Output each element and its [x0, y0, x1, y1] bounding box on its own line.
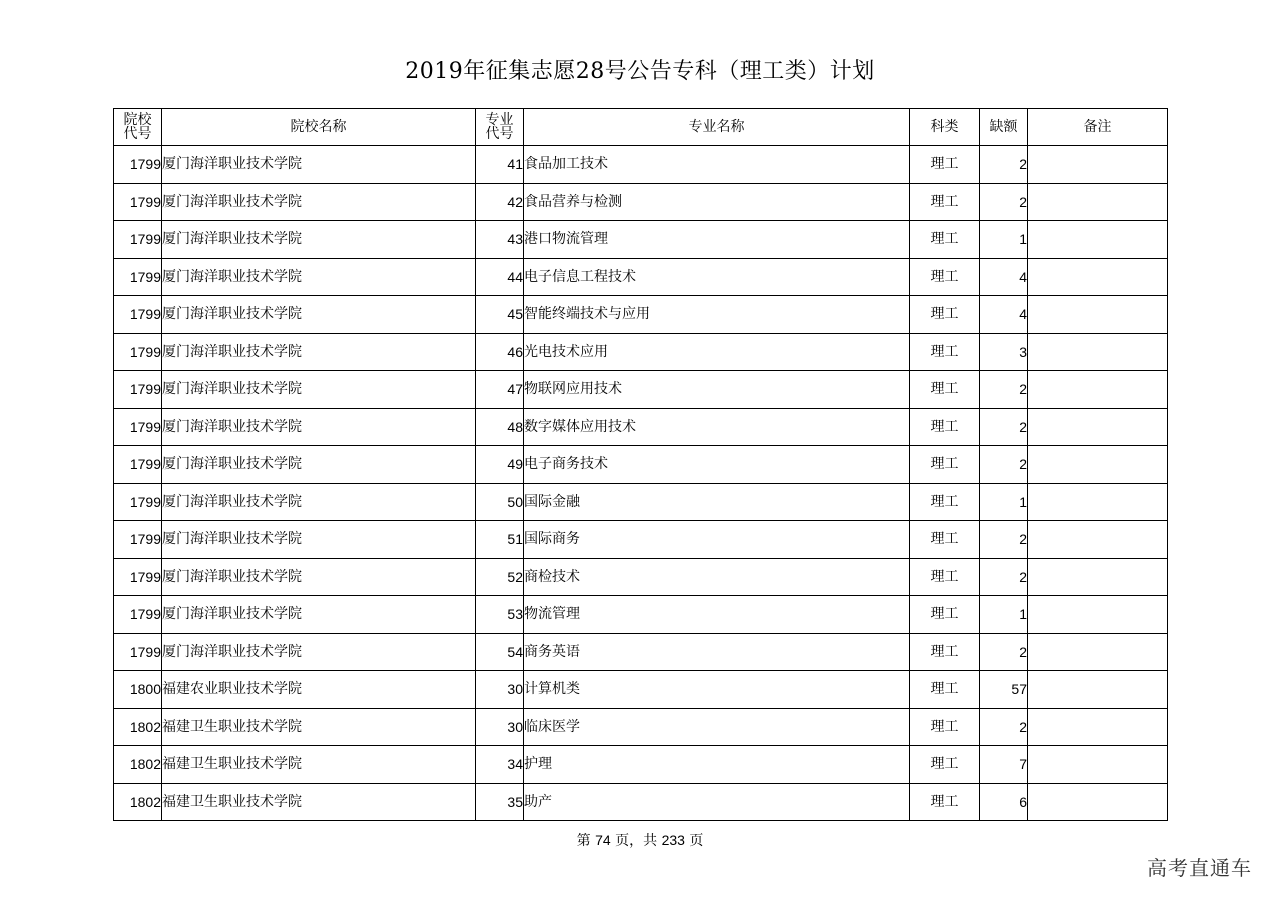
cell-major-code: 50 — [476, 483, 524, 521]
footer-mid: 页，共 — [615, 833, 658, 849]
cell-category: 理工 — [910, 446, 980, 484]
table-row — [114, 183, 1168, 221]
cell-major-code: 48 — [476, 408, 524, 446]
cell-school-name: 厦门海洋职业技术学院 — [162, 446, 476, 484]
cell-notes — [1028, 296, 1168, 334]
cell-major-code: 49 — [476, 446, 524, 484]
cell-notes — [1028, 558, 1168, 596]
cell-quota: 1 — [980, 596, 1028, 634]
cell-major-name: 数字媒体应用技术 — [524, 408, 910, 446]
cell-quota: 1 — [980, 483, 1028, 521]
cell-category: 理工 — [910, 408, 980, 446]
cell-major-name: 物联网应用技术 — [524, 371, 910, 409]
table-row — [114, 258, 1168, 296]
cell-major-name: 助产 — [524, 783, 910, 821]
cell-school-code: 1799 — [114, 258, 162, 296]
cell-major-name: 物流管理 — [524, 596, 910, 634]
cell-notes — [1028, 708, 1168, 746]
watermark-text: 高考直通车 — [1147, 856, 1252, 880]
cell-major-name: 计算机类 — [524, 671, 910, 709]
table-row — [114, 558, 1168, 596]
cell-category: 理工 — [910, 746, 980, 784]
cell-school-code: 1799 — [114, 296, 162, 334]
page-footer — [0, 830, 1280, 850]
cell-notes — [1028, 183, 1168, 221]
cell-school-name: 厦门海洋职业技术学院 — [162, 521, 476, 559]
cell-school-code: 1799 — [114, 596, 162, 634]
table-row — [114, 746, 1168, 784]
cell-school-code: 1799 — [114, 221, 162, 259]
cell-school-code: 1802 — [114, 746, 162, 784]
table-row — [114, 671, 1168, 709]
table-row — [114, 483, 1168, 521]
table-row — [114, 146, 1168, 184]
cell-school-code: 1802 — [114, 708, 162, 746]
cell-quota: 2 — [980, 408, 1028, 446]
cell-quota: 7 — [980, 746, 1028, 784]
cell-quota: 1 — [980, 221, 1028, 259]
cell-school-name: 福建卫生职业技术学院 — [162, 746, 476, 784]
cell-category: 理工 — [910, 483, 980, 521]
table-row — [114, 633, 1168, 671]
header-school-name: 院校名称 — [162, 109, 476, 146]
cell-quota: 2 — [980, 371, 1028, 409]
footer-page-number: 74 — [595, 832, 611, 848]
cell-major-name: 商检技术 — [524, 558, 910, 596]
footer-total-pages: 233 — [661, 832, 685, 848]
cell-quota: 2 — [980, 183, 1028, 221]
cell-school-name: 福建农业职业技术学院 — [162, 671, 476, 709]
cell-school-code: 1799 — [114, 633, 162, 671]
cell-category: 理工 — [910, 221, 980, 259]
cell-school-code: 1799 — [114, 371, 162, 409]
cell-school-code: 1799 — [114, 446, 162, 484]
cell-major-code: 44 — [476, 258, 524, 296]
cell-school-name: 厦门海洋职业技术学院 — [162, 408, 476, 446]
cell-major-name: 临床医学 — [524, 708, 910, 746]
footer-suffix: 页 — [689, 833, 704, 849]
cell-category: 理工 — [910, 333, 980, 371]
cell-notes — [1028, 333, 1168, 371]
plan-table — [113, 108, 1168, 821]
cell-school-name: 厦门海洋职业技术学院 — [162, 146, 476, 184]
cell-quota: 4 — [980, 296, 1028, 334]
header-major-code-line2: 代号 — [485, 126, 514, 142]
cell-category: 理工 — [910, 146, 980, 184]
table-row — [114, 371, 1168, 409]
header-school-code-line1: 院校 — [123, 112, 152, 128]
cell-major-name: 智能终端技术与应用 — [524, 296, 910, 334]
cell-school-code: 1799 — [114, 558, 162, 596]
cell-major-name: 国际金融 — [524, 483, 910, 521]
cell-notes — [1028, 221, 1168, 259]
cell-category: 理工 — [910, 258, 980, 296]
cell-major-code: 45 — [476, 296, 524, 334]
header-major-code-line1: 专业 — [485, 112, 514, 128]
table-row — [114, 408, 1168, 446]
cell-major-name: 电子商务技术 — [524, 446, 910, 484]
cell-notes — [1028, 371, 1168, 409]
cell-school-name: 厦门海洋职业技术学院 — [162, 221, 476, 259]
cell-notes — [1028, 633, 1168, 671]
cell-notes — [1028, 446, 1168, 484]
header-school-code — [114, 109, 162, 146]
header-major-name: 专业名称 — [524, 109, 910, 146]
cell-major-name: 护理 — [524, 746, 910, 784]
cell-school-name: 厦门海洋职业技术学院 — [162, 483, 476, 521]
cell-notes — [1028, 671, 1168, 709]
cell-notes — [1028, 408, 1168, 446]
table-row — [114, 521, 1168, 559]
cell-major-name: 食品营养与检测 — [524, 183, 910, 221]
cell-major-code: 47 — [476, 371, 524, 409]
cell-major-name: 电子信息工程技术 — [524, 258, 910, 296]
cell-major-code: 30 — [476, 671, 524, 709]
cell-quota: 2 — [980, 446, 1028, 484]
cell-category: 理工 — [910, 596, 980, 634]
cell-notes — [1028, 596, 1168, 634]
cell-major-code: 46 — [476, 333, 524, 371]
cell-school-code: 1799 — [114, 521, 162, 559]
cell-school-name: 福建卫生职业技术学院 — [162, 783, 476, 821]
table-row — [114, 296, 1168, 334]
cell-major-name: 食品加工技术 — [524, 146, 910, 184]
cell-notes — [1028, 146, 1168, 184]
table-row — [114, 596, 1168, 634]
header-notes: 备注 — [1028, 109, 1168, 146]
cell-notes — [1028, 483, 1168, 521]
cell-major-code: 52 — [476, 558, 524, 596]
cell-quota: 2 — [980, 146, 1028, 184]
header-category: 科类 — [910, 109, 980, 146]
table-row — [114, 333, 1168, 371]
cell-category: 理工 — [910, 371, 980, 409]
cell-category: 理工 — [910, 671, 980, 709]
cell-school-code: 1799 — [114, 333, 162, 371]
table-row — [114, 221, 1168, 259]
cell-school-name: 厦门海洋职业技术学院 — [162, 558, 476, 596]
page-title: 2019年征集志愿28号公告专科（理工类）计划 — [405, 59, 875, 84]
cell-quota: 2 — [980, 633, 1028, 671]
cell-major-code: 35 — [476, 783, 524, 821]
cell-major-code: 53 — [476, 596, 524, 634]
cell-quota: 2 — [980, 558, 1028, 596]
cell-school-name: 厦门海洋职业技术学院 — [162, 633, 476, 671]
table-header-row — [114, 109, 1168, 146]
cell-quota: 2 — [980, 521, 1028, 559]
cell-major-code: 41 — [476, 146, 524, 184]
cell-major-name: 光电技术应用 — [524, 333, 910, 371]
cell-school-code: 1799 — [114, 183, 162, 221]
cell-quota: 57 — [980, 671, 1028, 709]
cell-major-code: 54 — [476, 633, 524, 671]
header-major-code — [476, 109, 524, 146]
cell-category: 理工 — [910, 783, 980, 821]
cell-school-name: 厦门海洋职业技术学院 — [162, 596, 476, 634]
cell-quota: 4 — [980, 258, 1028, 296]
cell-notes — [1028, 521, 1168, 559]
cell-major-name: 国际商务 — [524, 521, 910, 559]
cell-category: 理工 — [910, 296, 980, 334]
cell-quota: 3 — [980, 333, 1028, 371]
cell-school-name: 厦门海洋职业技术学院 — [162, 333, 476, 371]
cell-category: 理工 — [910, 633, 980, 671]
cell-category: 理工 — [910, 183, 980, 221]
cell-major-code: 42 — [476, 183, 524, 221]
cell-major-code: 30 — [476, 708, 524, 746]
cell-notes — [1028, 746, 1168, 784]
cell-school-code: 1799 — [114, 146, 162, 184]
cell-school-code: 1800 — [114, 671, 162, 709]
cell-school-name: 厦门海洋职业技术学院 — [162, 296, 476, 334]
cell-major-code: 51 — [476, 521, 524, 559]
table-row — [114, 446, 1168, 484]
header-quota: 缺额 — [980, 109, 1028, 146]
footer-prefix: 第 — [576, 833, 591, 849]
cell-major-name: 港口物流管理 — [524, 221, 910, 259]
cell-category: 理工 — [910, 558, 980, 596]
cell-major-code: 43 — [476, 221, 524, 259]
header-school-code-line2: 代号 — [123, 126, 152, 142]
cell-school-code: 1802 — [114, 783, 162, 821]
cell-category: 理工 — [910, 708, 980, 746]
cell-major-name: 商务英语 — [524, 633, 910, 671]
cell-school-name: 厦门海洋职业技术学院 — [162, 258, 476, 296]
cell-notes — [1028, 783, 1168, 821]
cell-category: 理工 — [910, 521, 980, 559]
cell-quota: 2 — [980, 708, 1028, 746]
cell-school-name: 厦门海洋职业技术学院 — [162, 371, 476, 409]
cell-school-name: 福建卫生职业技术学院 — [162, 708, 476, 746]
cell-notes — [1028, 258, 1168, 296]
table-row — [114, 783, 1168, 821]
table-row — [114, 708, 1168, 746]
cell-major-code: 34 — [476, 746, 524, 784]
cell-school-code: 1799 — [114, 483, 162, 521]
cell-school-code: 1799 — [114, 408, 162, 446]
cell-quota: 6 — [980, 783, 1028, 821]
cell-school-name: 厦门海洋职业技术学院 — [162, 183, 476, 221]
